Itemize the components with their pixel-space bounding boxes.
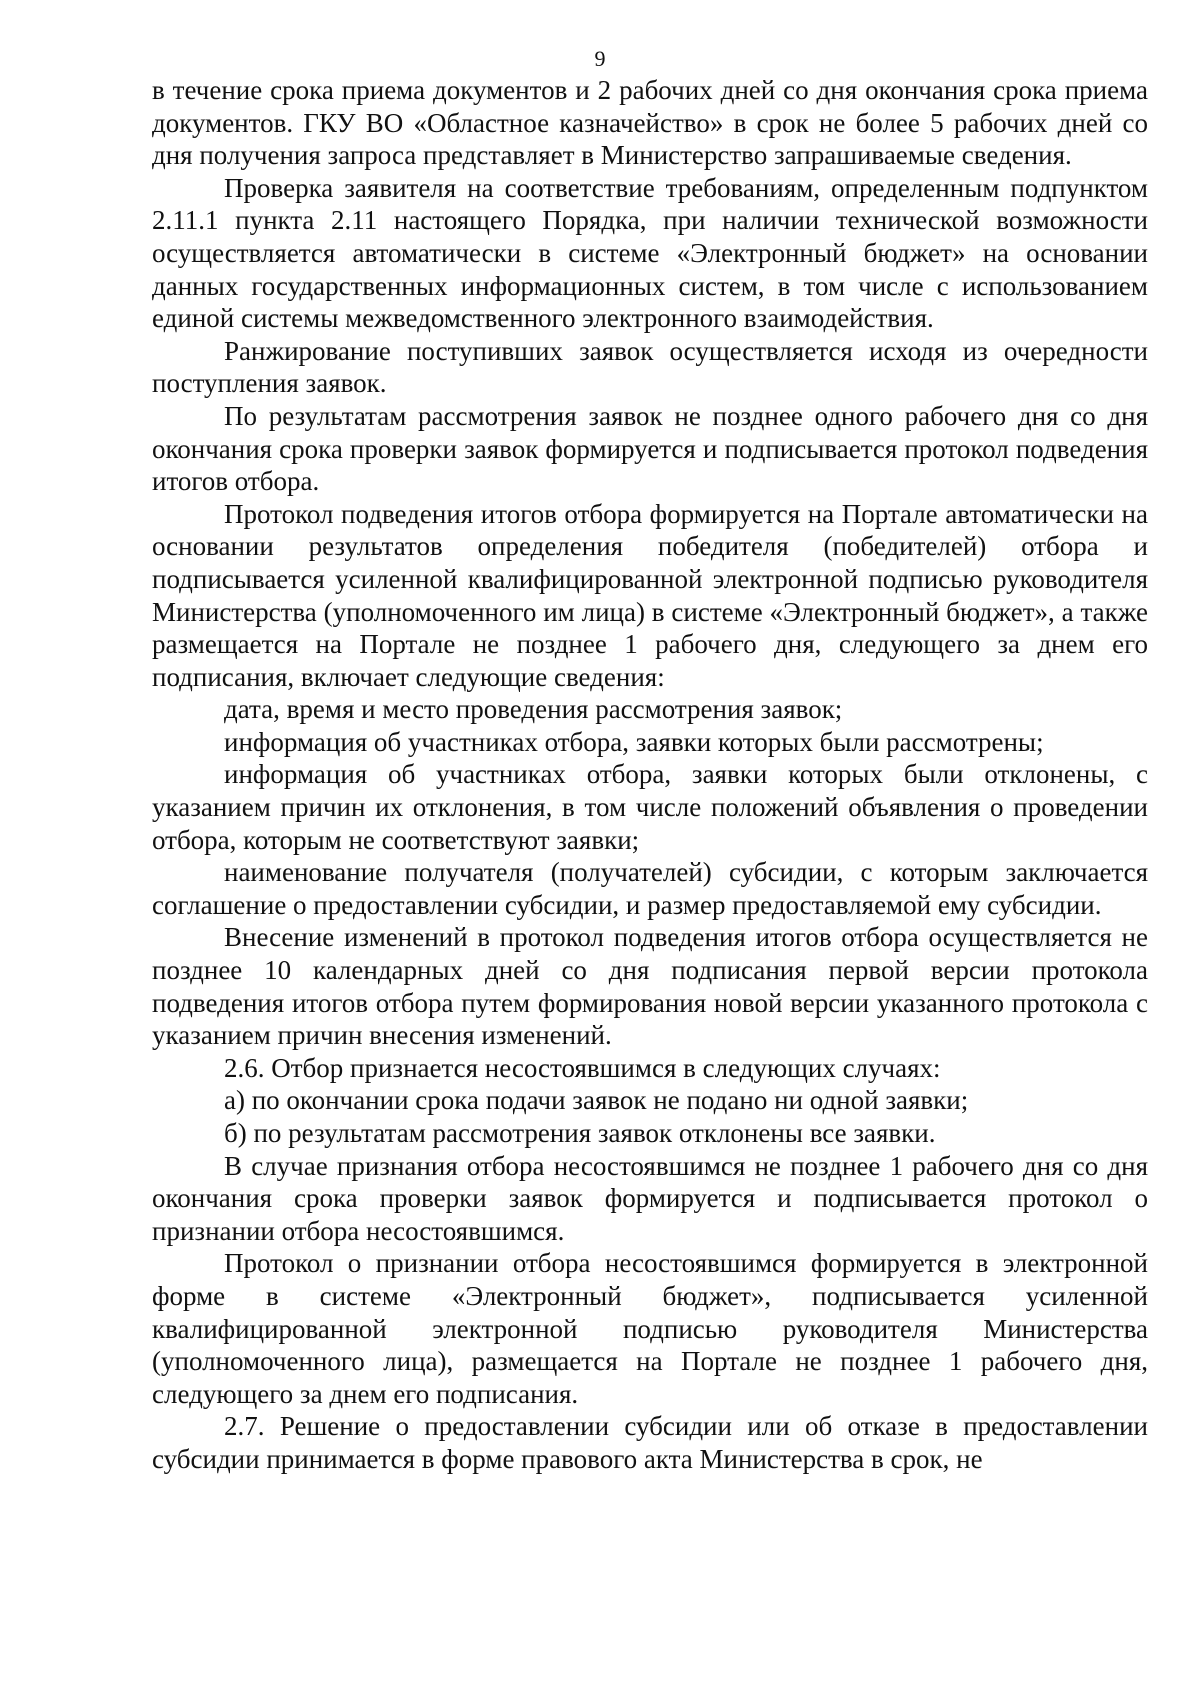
list-item: наименование получателя (получателей) субсидии, с которым заключается соглашение о предоставлении субсидии, и размер предоставляемой ему субсидии. [152, 857, 1148, 920]
paragraph: Ранжирование поступивших заявок осуществляется исходя из очередности поступления заявок. [152, 335, 1148, 399]
list-item: информация об участниках отбора, заявки которых были рассмотрены; [224, 726, 1044, 757]
section-paragraph: 2.7. Решение о предоставлении субсидии или об отказе в предоставлении субсидии принимается в форме правового акта Министерства в срок, не [152, 1411, 1148, 1474]
paragraph: в течение срока приема документов и 2 рабочих дней со дня окончания срока приема документов. ГКУ ВО «Областное казначейство» в срок не более 5 рабочих дней со дня получения запроса представляет в Министерство запрашиваемые сведения. [152, 75, 1148, 171]
list-item: а) по окончании срока подачи заявок не подано ни одной заявки; [224, 1085, 969, 1116]
paragraph: Проверка заявителя на соответствие требованиям, определенным подпунктом 2.11.1 пункта 2.11 настоящего Порядка, при наличии технической возможности осуществляется автоматически в системе «Электронный бюджет» на основании данных государственных информационных систем, в том числе с использованием единой системы межведомственного электронного взаимодействия. [152, 172, 1148, 334]
list-item: дата, время и место проведения рассмотрения заявок; [224, 694, 843, 725]
paragraph: Протокол о признании отбора несостоявшимся формируется в электронной форме в системе «Электронный бюджет», подписывается усиленной квалифицированной электронной подписью руководителя Министерства (уполномоченного лица), размещается на Портале не позднее 1 рабочего дня, следующего за днем его подписания. [152, 1248, 1148, 1409]
document-body [152, 74, 1148, 1476]
paragraph: По результатам рассмотрения заявок не позднее одного рабочего дня со дня окончания срока проверки заявок формируется и подписывается протокол подведения итогов отбора. [152, 400, 1148, 497]
paragraph: Внесение изменений в протокол подведения итогов отбора осуществляется не позднее 10 календарных дней со дня подписания первой версии протокола подведения итогов отбора путем формирования новой версии указанного протокола с указанием причин внесения изменений. [152, 922, 1148, 1051]
list-item: информация об участниках отбора, заявки которых были отклонены, с указанием причин их отклонения, в том числе положений объявления о проведении отбора, которым не соответствуют заявки; [152, 759, 1148, 855]
paragraph: В случае признания отбора несостоявшимся не позднее 1 рабочего дня со дня окончания срока проверки заявок формируется и подписывается протокол о признании отбора несостоявшимся. [152, 1150, 1148, 1246]
paragraph: Протокол подведения итогов отбора формируется на Портале автоматически на основании результатов определения победителя (победителей) отбора и подписывается усиленной квалифицированной электронной подписью руководителя Министерства (уполномоченного им лица) в системе «Электронный бюджет», а также размещается на Портале не позднее 1 рабочего дня, следующего за днем его подписания, включает следующие сведения: [152, 498, 1148, 692]
list-item: б) по результатам рассмотрения заявок отклонены все заявки. [224, 1118, 936, 1148]
page-number: 9 [594, 46, 606, 71]
section-heading: 2.6. Отбор признается несостоявшимся в следующих случаях: [224, 1052, 941, 1083]
